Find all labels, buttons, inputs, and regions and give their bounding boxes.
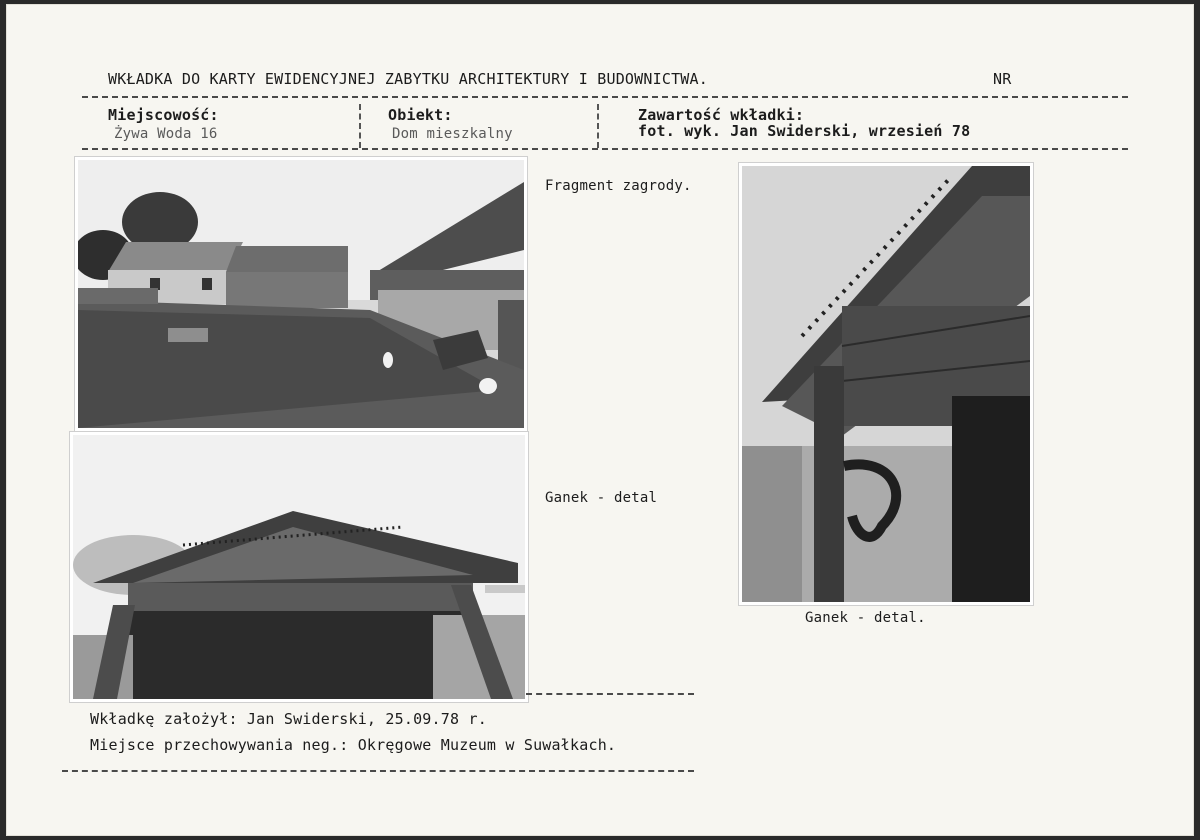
contents-label: Zawartość wkładki:	[638, 106, 805, 124]
caption-porch-detail: Ganek - detal	[545, 490, 658, 506]
header-rule-bottom	[82, 148, 1128, 150]
sheet-title: WKŁADKA DO KARTY EWIDENCYJNEJ ZABYTKU ARCHITEKTURY I BUDOWNICTWA.	[108, 70, 708, 88]
photo-porch-gable	[70, 432, 528, 702]
footer-storage: Miejsce przechowywania neg.: Okręgowe Muzeum w Suwałkach.	[90, 736, 617, 754]
locality-label: Miejscowość:	[108, 106, 219, 124]
photo-farmstead	[75, 157, 527, 431]
nr-label: NR	[993, 70, 1012, 88]
footer-founded: Wkładkę założył: Jan Swiderski, 25.09.78 r.	[90, 710, 487, 728]
object-label: Obiekt:	[388, 106, 453, 124]
field-divider-2	[597, 104, 599, 148]
caption-porch-corner: Ganek - detal.	[805, 610, 926, 626]
footer-rule-bottom	[62, 770, 694, 772]
caption-farmstead: Fragment zagrody.	[545, 178, 692, 194]
field-divider-1	[359, 104, 361, 148]
porch-corner-image	[742, 166, 1030, 602]
photo-porch-corner	[739, 163, 1033, 605]
locality-value: Żywa Woda 16	[114, 126, 218, 142]
porch-gable-image	[73, 435, 525, 699]
header-rule-top	[82, 96, 1128, 98]
farmstead-image	[78, 160, 524, 428]
footer-rule-top	[526, 693, 694, 695]
object-value: Dom mieszkalny	[392, 126, 513, 142]
record-sheet	[6, 4, 1194, 836]
contents-value: fot. wyk. Jan Swiderski, wrzesień 78	[638, 122, 971, 140]
